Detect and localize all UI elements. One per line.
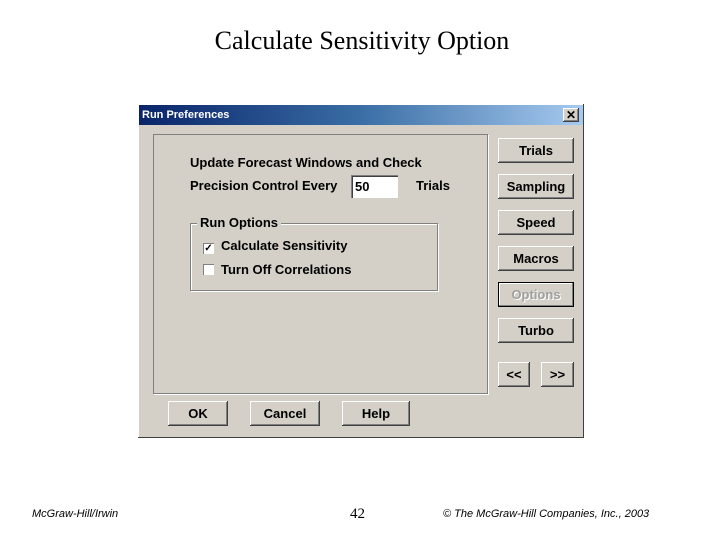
options-panel — [153, 134, 488, 394]
run-preferences-dialog — [138, 104, 584, 438]
macros-button[interactable]: Macros — [498, 246, 574, 271]
options-button[interactable]: Options — [498, 282, 574, 307]
turbo-button[interactable]: Turbo — [498, 318, 574, 343]
slide-title: Calculate Sensitivity Option — [214, 26, 510, 55]
cancel-button[interactable]: Cancel — [250, 401, 320, 426]
previous-button[interactable]: << — [498, 362, 530, 387]
checkbox-checked-icon[interactable]: ✓ — [204, 243, 213, 254]
update-label-line2: Precision Control Every — [190, 178, 338, 193]
speed-button[interactable]: Speed — [498, 210, 574, 235]
close-icon: ✕ — [565, 108, 577, 122]
run-options-legend: Run Options — [197, 215, 281, 230]
close-button[interactable] — [563, 108, 579, 122]
run-options-group — [190, 215, 438, 291]
trials-button[interactable]: Trials — [498, 138, 574, 163]
turn-off-correlations-label: Turn Off Correlations — [221, 262, 352, 277]
trials-suffix-label: Trials — [416, 178, 450, 193]
checkbox-unchecked-icon[interactable] — [203, 264, 214, 275]
calculate-sensitivity-label: Calculate Sensitivity — [221, 238, 348, 253]
calculate-sensitivity-checkbox[interactable] — [203, 238, 347, 254]
page-number: 42 — [350, 506, 365, 522]
update-label-line1: Update Forecast Windows and Check — [190, 155, 422, 170]
turn-off-correlations-checkbox[interactable] — [203, 262, 351, 277]
dialog-titlebar[interactable] — [139, 105, 583, 125]
footer-publisher: McGraw-Hill/Irwin — [32, 508, 119, 520]
ok-button[interactable]: OK — [168, 401, 228, 426]
trials-interval-input[interactable] — [351, 175, 398, 198]
next-button[interactable]: >> — [541, 362, 574, 387]
footer-copyright: © The McGraw-Hill Companies, Inc., 2003 — [443, 508, 650, 520]
help-button[interactable]: Help — [342, 401, 410, 426]
dialog-title: Run Preferences — [142, 109, 230, 121]
sampling-button[interactable]: Sampling — [498, 174, 574, 199]
